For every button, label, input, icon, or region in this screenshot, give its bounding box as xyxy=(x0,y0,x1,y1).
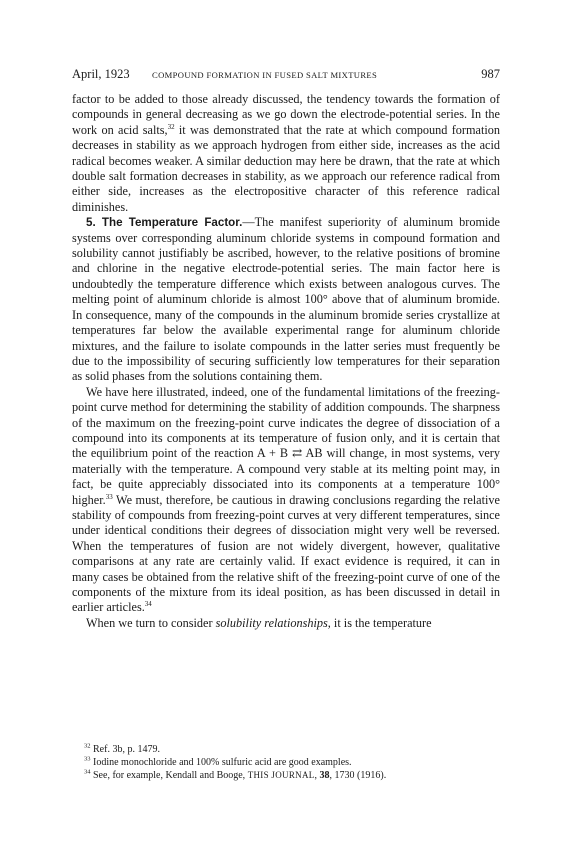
running-title: COMPOUND FORMATION IN FUSED SALT MIXTURES xyxy=(152,70,378,80)
paragraph-1-text-cont: it was demonstrated that the rate at which compound formation decreases in stability as we approach hydrogen from either side, increases as the acid radical becomes weaker. A similar deduction may here be drawn, that the rate at which double salt formation decreases in stability, as we approach our reference radical from either side, increases as the electropositive character of this reference radical diminishes. xyxy=(72,122,501,214)
paragraph-3-text-cont: We must, therefore, be cautious in drawing conclusions regarding the relative stability of compounds from freezing-point curves at very different temperatures, since under identical conditions their degrees of dissociation might very well be reversed. When the temperatures of fusion are not widely divergent, however, qualitative comparisons at any rate are certainly valid. If exact evidence is required, it can in many cases be obtained from the relative shift of the freezing-point curve of one of the components of the mixture from its ideal position, as has been discussed in detail in earlier articles. xyxy=(72,492,500,615)
header-date: April, 1923 xyxy=(72,67,130,81)
page-header xyxy=(72,66,500,82)
paragraph-3 xyxy=(72,385,500,616)
footnote-text: Ref. 3b, p. 1479. xyxy=(90,744,160,755)
footnote-text: , 1730 (1916). xyxy=(329,770,387,781)
paragraph-4 xyxy=(72,616,500,631)
footnote-number: 33 xyxy=(84,755,91,763)
body-text xyxy=(72,92,500,631)
footnote-text: Iodine monochloride and 100% sulfuric acid are good examples. xyxy=(90,757,352,768)
paragraph-1-text: factor to be added to those already discussed, the tendency towards the formation of compounds in general decreasing as we go down the electrode-potential series. In the work on acid salts, xyxy=(72,92,500,137)
footnote-ref-34: 34 xyxy=(144,600,152,609)
paragraph-1 xyxy=(72,92,500,215)
footnote-34 xyxy=(84,769,500,782)
volume-number: 38 xyxy=(319,770,330,781)
page-number: 987 xyxy=(481,67,500,81)
paragraph-4-text-end: it is the temperature xyxy=(330,615,432,630)
journal-name: THIS JOURNAL xyxy=(247,770,315,780)
paragraph-2-text: —The manifest superiority of aluminum bromide systems over corresponding aluminum chloride systems in compound formation and solubility cannot justifiably be ascribed, however, to the relative positions of bromine and chlorine in the negative electrode-potential series. The main factor here is undoubtedly the temperature difference which exists between analogous curves. The melting point of aluminum chloride is almost 100° above that of aluminum bromide. In consequence, many of the compounds in the aluminum bromide series crystallize at temperatures far below the available experimental range for aluminum chloride mixtures, and the failure to isolate compounds in the latter series must frequently be due to the impossibility of securing sufficiently low temperatures for their separation as solid phases from the solutions containing them. xyxy=(72,215,500,384)
footnote-ref-32: 32 xyxy=(167,122,175,131)
footnote-32 xyxy=(84,743,500,756)
footnotes xyxy=(84,743,500,782)
footnote-text: See, for example, Kendall and Booge, xyxy=(90,770,248,781)
paragraph-3-text: We have here illustrated, indeed, one of the fundamental limitations of the freezing-point curve method for determining the stability of addition compounds. The sharpness of the maximum on the freezing-point curve indicates the degree of dissociation of a compound into its components at its temperature of fusion only, and it is certain that the equilibrium point of the reaction A + B ⇄ AB will change, in most systems, very materially with the temperature. A compound very stable at its melting point may, in fact, be quite appreciably dissociated into its components at a temperature 100° higher. xyxy=(72,384,500,507)
paragraph-4-text: When we turn to consider xyxy=(86,615,216,630)
footnote-number: 34 xyxy=(84,768,91,776)
section-heading: 5. The Temperature Factor. xyxy=(86,216,243,230)
footnote-number: 32 xyxy=(84,742,91,750)
paragraph-4-italic: solubility relationships, xyxy=(215,615,331,630)
footnote-ref-33: 33 xyxy=(105,492,113,501)
footnote-33 xyxy=(84,756,500,769)
footnote-text: , xyxy=(314,770,320,781)
paragraph-2 xyxy=(72,215,500,384)
